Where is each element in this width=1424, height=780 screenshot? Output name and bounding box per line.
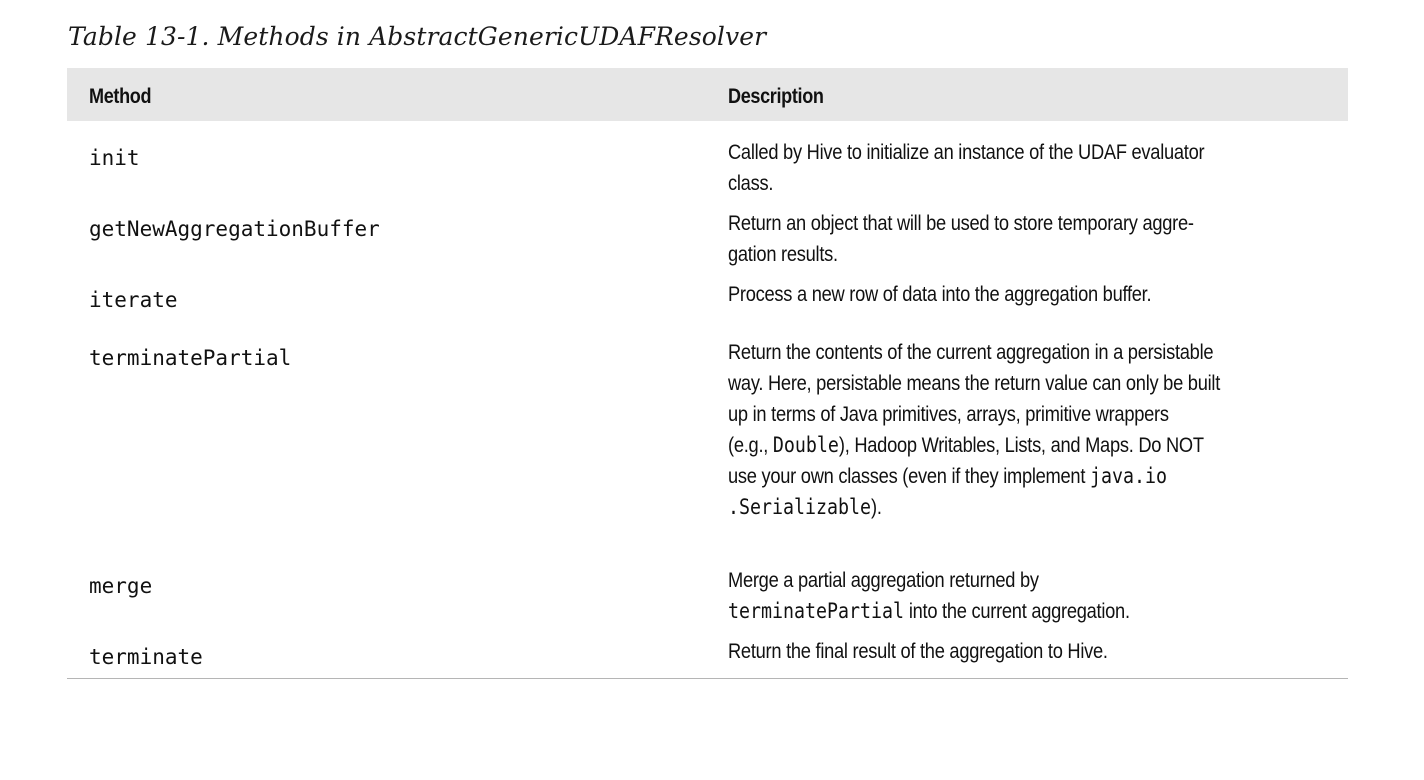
method-description: Called by Hive to initialize an instance of the UDAF evaluator class.: [728, 141, 1205, 195]
method-name: terminate: [89, 645, 203, 669]
method-name: getNewAggregationBuffer: [89, 217, 380, 241]
code-double: Double: [772, 433, 839, 457]
method-description: Return an object that will be used to store temporary aggre- gation results.: [728, 212, 1194, 266]
code-serializable: .Serializable: [728, 495, 872, 519]
table-row: [67, 272, 1348, 318]
table-row: [67, 629, 1348, 678]
column-header-method: Method: [89, 85, 152, 108]
method-description: Return the contents of the current aggregation in a persistable way. Here, persistable means the return value can only be built up in terms of Java primitives, arrays, primitive wrappers (e.g., Double), Hadoop Writables, Lists, and Maps. Do NOT use your own classes (even if they implement java.io .Serializable).: [728, 341, 1221, 519]
table-row: [67, 191, 1348, 272]
code-java-io: java.io: [1089, 464, 1167, 488]
method-name: merge: [89, 574, 153, 598]
table-row: [67, 546, 1348, 629]
method-name: terminatePartial: [89, 346, 292, 370]
code-terminate-partial: terminatePartial: [728, 599, 904, 623]
table-row: [67, 121, 1348, 195]
column-header-description: Description: [728, 85, 824, 108]
table-caption: Table 13-1. Methods in AbstractGenericUDAFResolver: [68, 22, 767, 51]
method-name: init: [89, 146, 140, 170]
method-description: Merge a partial aggregation returned by terminatePartial into the current aggregation.: [728, 569, 1130, 623]
table-header-row: [67, 68, 1348, 121]
table-row: [67, 318, 1348, 546]
method-name: iterate: [89, 288, 178, 312]
method-description: Return the final result of the aggregation to Hive.: [728, 640, 1108, 663]
method-description: Process a new row of data into the aggregation buffer.: [728, 283, 1152, 306]
methods-table: [67, 68, 1348, 679]
